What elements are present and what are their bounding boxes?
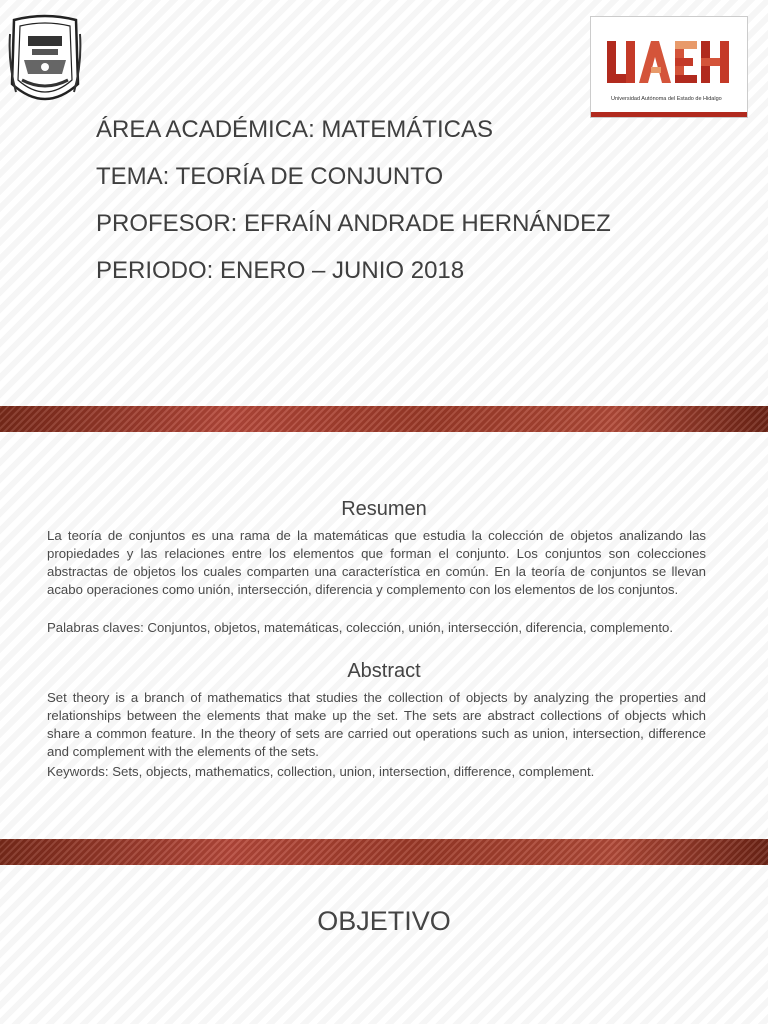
uaeh-logo [590,16,748,118]
abstract-title: Abstract [347,660,421,682]
resumen-text: La teoría de conjuntos es una rama de la matemáticas que estudia la colección de objetos analizando las propiedades y las relaciones entre los elementos que forman el conjunto. Los conjuntos son colecciones abstractas de objetos los cuales comparten una característica en común. En la teoría de conjuntos se llevan acabo operaciones como unión, intersección, diferencia y complemento con los elementos de los conjuntos. [47,528,706,597]
resumen-title: Resumen [341,498,427,520]
objetivo-title: OBJETIVO [317,906,451,936]
university-seal-icon [8,14,82,112]
profesor: PROFESOR: EFRAÍN ANDRADE HERNÁNDEZ [96,210,611,237]
palabras-claves: Palabras claves: Conjuntos, objetos, matemáticas, colección, unión, intersección, diferencia, complemento. [47,620,673,635]
title-slide [0,0,768,408]
summary-slide [0,432,768,840]
area-academica: ÁREA ACADÉMICA: MATEMÁTICAS [96,116,493,143]
objective-slide [0,866,768,1024]
divider-band [0,406,768,432]
abstract-text: Set theory is a branch of mathematics that studies the collection of objects by analyzing the properties and relationships between the elements that make up the set. The sets are abstract collections of objects which share a common feature. In the theory of sets are carried out operations such as union, intersection, difference and complement with the elements of the sets. [47,690,706,759]
keywords: Keywords: Sets, objects, mathematics, collection, union, intersection, difference, complement. [47,764,595,779]
tema: TEMA: TEORÍA DE CONJUNTO [96,163,444,190]
uaeh-logo-bar [591,112,747,117]
uaeh-caption: Universidad Autónoma del Estado de Hidalgo [611,96,722,102]
uaeh-logo-mark-icon [591,17,747,95]
periodo: PERIODO: ENERO – JUNIO 2018 [96,257,465,284]
divider-band [0,839,768,865]
